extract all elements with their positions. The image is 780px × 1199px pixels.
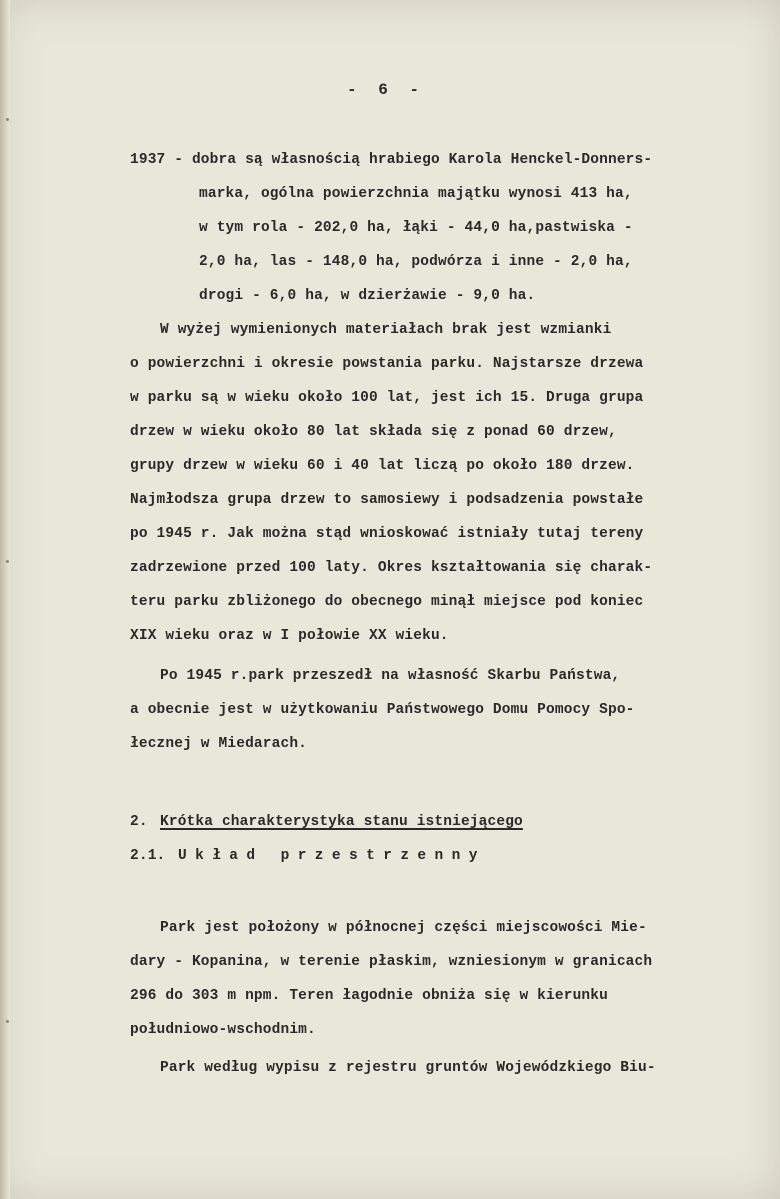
binding-hole bbox=[6, 1020, 9, 1023]
text-line: marka, ogólna powierzchnia majątku wynosi 413 ha, bbox=[199, 186, 633, 202]
text-line: Park według wypisu z rejestru gruntów Wojewódzkiego Biu- bbox=[160, 1060, 656, 1076]
text-line: Park jest położony w północnej części miejscowości Mie- bbox=[160, 920, 647, 936]
text-line: XIX wieku oraz w I połowie XX wieku. bbox=[130, 628, 449, 644]
text-line: dary - Kopanina, w terenie płaskim, wzniesionym w granicach bbox=[130, 954, 653, 970]
subsection-number: 2.1. bbox=[130, 848, 166, 864]
text-line: W wyżej wymienionych materiałach brak jest wzmianki bbox=[160, 322, 612, 338]
binding-hole bbox=[6, 560, 9, 563]
text-line: teru parku zbliżonego do obecnego minął miejsce pod koniec bbox=[130, 594, 644, 610]
binding-hole bbox=[6, 118, 9, 121]
text-line: grupy drzew w wieku 60 i 40 lat liczą po około 180 drzew. bbox=[130, 458, 635, 474]
text-line: 2,0 ha, las - 148,0 ha, podwórza i inne - 2,0 ha, bbox=[199, 254, 633, 270]
section-heading: Krótka charakterystyka stanu istniejącego bbox=[160, 814, 523, 830]
page-number: - 6 - bbox=[347, 81, 426, 99]
text-line: drzew w wieku około 80 lat składa się z ponad 60 drzew, bbox=[130, 424, 617, 440]
text-line: zadrzewione przed 100 laty. Okres kształtowania się charak- bbox=[130, 560, 653, 576]
section-number: 2. bbox=[130, 814, 148, 830]
text-line: po 1945 r. Jak można stąd wnioskować istniały tutaj tereny bbox=[130, 526, 644, 542]
text-line: o powierzchni i okresie powstania parku. Najstarsze drzewa bbox=[130, 356, 644, 372]
text-line: 1937 - dobra są własnością hrabiego Karola Henckel-Donners- bbox=[130, 152, 653, 168]
text-line: a obecnie jest w użytkowaniu Państwowego Domu Pomocy Spo- bbox=[130, 702, 635, 718]
text-line: łecznej w Miedarach. bbox=[130, 736, 308, 752]
text-line: południowo-wschodnim. bbox=[130, 1022, 316, 1038]
text-line: w parku są w wieku około 100 lat, jest ich 15. Druga grupa bbox=[130, 390, 644, 406]
page-edge bbox=[0, 0, 10, 1199]
text-line: Najmłodsza grupa drzew to samosiewy i podsadzenia powstałe bbox=[130, 492, 644, 508]
text-line: drogi - 6,0 ha, w dzierżawie - 9,0 ha. bbox=[199, 288, 536, 304]
text-line: Po 1945 r.park przeszedł na własność Skarbu Państwa, bbox=[160, 668, 621, 684]
text-line: w tym rola - 202,0 ha, łąki - 44,0 ha,pastwiska - bbox=[199, 220, 633, 236]
subsection-heading: Układ przestrzenny bbox=[178, 848, 486, 864]
text-line: 296 do 303 m npm. Teren łagodnie obniża się w kierunku bbox=[130, 988, 608, 1004]
